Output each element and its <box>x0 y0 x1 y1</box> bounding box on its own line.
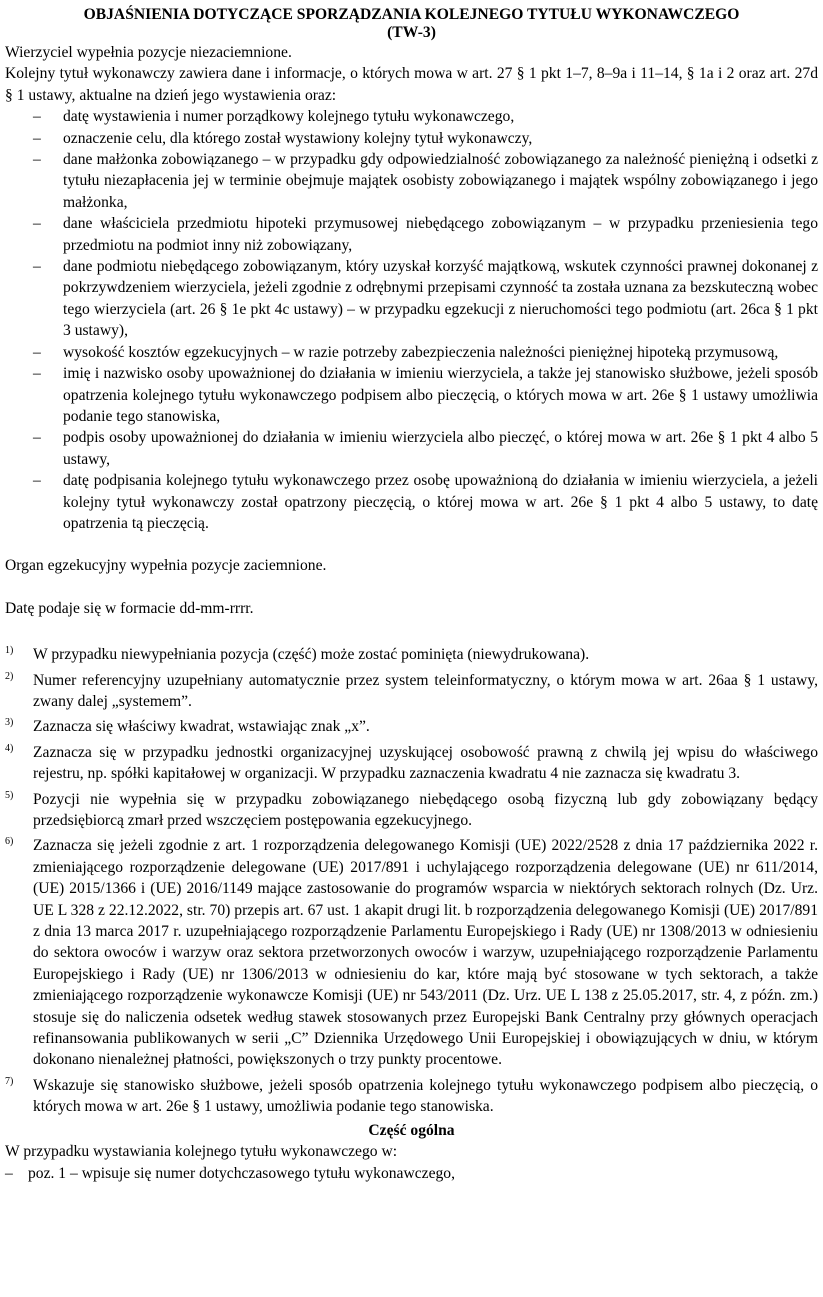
list-item <box>5 427 818 470</box>
list-item-text: poz. 1 – wpisuje się numer dotychczasowego tytułu wykonawczego, <box>28 1164 455 1182</box>
footnote-mark: 1) <box>5 645 14 657</box>
list-item-text: wysokość kosztów egzekucyjnych – w razie potrzeby zabezpieczenia należności pieniężnej hipoteką przymusową, <box>63 343 779 361</box>
list-item <box>5 149 818 213</box>
footnote-text: Zaznacza się w przypadku jednostki organizacyjnej uzyskującej osobowość prawną z chwilą jej wpisu do właściwego rejestru, np. spółki kapitałowej w organizacji. W przypadku zaznaczenia kwadratu 4 nie zaznacza się kwadratu 3. <box>33 743 818 783</box>
dash-bullet: – <box>33 429 41 447</box>
list-item-text: podpis osoby upoważnionej do działania w imieniu wierzyciela albo pieczęć, o której mowa w art. 26e § 1 pkt 4 albo 5 ustawy, <box>63 429 818 468</box>
footnote <box>5 716 818 737</box>
dash-bullet: – <box>33 472 41 490</box>
footnote <box>5 742 818 785</box>
footnote-text: Wskazuje się stanowisko służbowe, jeżeli sposób opatrzenia kolejnego tytułu wykonawczego podpisem albo pieczęcią, o których mowa w art. 26e § 1 ustawy, umożliwia podanie tego stanowiska. <box>33 1076 818 1116</box>
footnote-mark: 2) <box>5 670 14 682</box>
footnote <box>5 789 818 832</box>
footnote <box>5 670 818 713</box>
document-title-line-1: OBJAŚNIENIA DOTYCZĄCE SPORZĄDZANIA KOLEJNEGO TYTUŁU WYKONAWCZEGO <box>83 6 740 23</box>
dash-bullet: – <box>33 151 41 169</box>
list-item <box>5 128 818 149</box>
footnote <box>5 835 818 1070</box>
spacer <box>5 577 818 598</box>
date-format-paragraph: Datę podaje się w formacie dd-mm-rrrr. <box>5 599 254 617</box>
intro-paragraph-1: Wierzyciel wypełnia pozycje niezaciemnione. <box>5 44 292 61</box>
list-item <box>5 106 818 127</box>
dash-bullet: – <box>5 1164 13 1182</box>
list-item-text: imię i nazwisko osoby upoważnionej do działania w imieniu wierzyciela, a także jej stanowisko służbowe, jeżeli sposób opatrzenia kolejnego tytułu wykonawczego podpisem albo pieczęcią, o których mowa w art. 26e § 1 ustawy umożliwia podanie tego stanowiska, <box>63 365 818 425</box>
list-item <box>5 1163 818 1184</box>
list-item-text: dane właściciela przedmiotu hipoteki przymusowej niebędącego zobowiązanym – w przypadku przeniesienia tego przedmiotu na podmiot inny niż zobowiązany, <box>63 215 818 254</box>
list-item-text: dane małżonka zobowiązanego – w przypadku gdy odpowiedzialność zobowiązanego za należność pieniężną i odsetki z tytułu niezapłacenia jej w terminie obejmuje majątek osobisty zobowiązanego i majątek wspólny zobowiązanego i jego małżonka, <box>63 151 818 211</box>
section-list <box>5 1163 818 1184</box>
footnote-text: Pozycji nie wypełnia się w przypadku zobowiązanego niebędącego osobą fizyczną lub gdy zobowiązany będący przedsiębiorcą zmarł przed wszczęciem postępowania egzekucyjnego. <box>33 790 818 829</box>
footnote-text: Zaznacza się jeżeli zgodnie z art. 1 rozporządzenia delegowanego Komisji (UE) 2022/2528 z dnia 17 października 2022 r. zmieniającego rozporządzenie delegowane (UE) 2017/891 i uchylającego rozporządzenia delegowane (UE) nr 611/2014, (UE) 2015/1366 i (UE) 2016/1149 mające zastosowanie do programów wsparcia w niektórych sektorach rolnych (Dz. Urz. UE L 328 z 22.12.2022, str. 70) przepis art. 67 ust. 1 akapit drugi lit. b rozporządzenia delegowanego Komisji (UE) 2017/891 z dnia 13 marca 2017 r. uzupełniającego rozporządzenie Parlamentu Europejskiego i Rady (UE) nr 1308/2013 w odniesieniu do sektora owoców i warzyw oraz sektora przetworzonych owoców i warzyw, uzupełniającego rozporządzenie Parlamentu Europejskiego i Rady (UE) nr 1306/2013 w odniesieniu do kar, które mają być stosowane w tych sektorach, a także zmieniającego rozporządzenie wykonawcze Komisji (UE) nr 543/2011 (Dz. Urz. UE L 138 z 25.05.2017, str. 4, z późn. zm.) stosuje się do naliczenia odsetek według stawek stosowanych przez Europejski Bank Centralny przy głównych operacjach refinansowania publikowanych w serii „C” Dziennika Urzędowego Unii Europejskiej i obowiązujących w dniu, w którym dokonano nienależnej płatności, powiększonych o trzy punkty procentowe. <box>33 837 818 1069</box>
section-title: Część ogólna <box>368 1121 455 1139</box>
spacer <box>5 619 818 640</box>
dash-bullet: – <box>33 129 41 147</box>
dash-bullet: – <box>33 258 41 276</box>
spacer <box>5 534 818 555</box>
footnotes <box>5 644 818 1118</box>
list-item <box>5 213 818 256</box>
dash-bullet: – <box>33 108 41 126</box>
list-item-text: datę podpisania kolejnego tytułu wykonawczego przez osobę upoważnioną do działania w imieniu wierzyciela, a jeżeli kolejny tytuł wykonawczy został opatrzony pieczęcią, o której mowa w art. 26e § 1 pkt 4 albo 5 ustawy, to datę opatrzenia tą pieczęcią. <box>63 472 818 532</box>
list-item <box>5 470 818 534</box>
organ-paragraph: Organ egzekucyjny wypełnia pozycje zaciemnione. <box>5 557 327 575</box>
footnote-mark: 5) <box>5 789 14 801</box>
document-title-line-2: (TW-3) <box>387 24 436 41</box>
list-item <box>5 342 818 363</box>
footnote-mark: 6) <box>5 836 14 848</box>
footnote-text: Zaznacza się właściwy kwadrat, wstawiając znak „x”. <box>33 718 370 736</box>
list-item-text: dane podmiotu niebędącego zobowiązanym, który uzyskał korzyść majątkową, wskutek czynności prawnej dokonanej z pokrzywdzeniem wierzyciela, jeżeli zgodnie z odrębnymi przepisami czynność ta została uznana za bezskuteczną wobec tego wierzyciela (art. 26 § 1e pkt 4c ustawy) – w przypadku egzekucji z nieruchomości tego podmiotu (art. 26ca § 1 pkt 3 ustawy), <box>63 258 818 340</box>
list-item-text: oznaczenie celu, dla którego został wystawiony kolejny tytuł wykonawczy, <box>63 129 533 147</box>
footnote-mark: 4) <box>5 742 14 754</box>
dash-bullet: – <box>33 365 41 383</box>
footnote-text: W przypadku niewypełniania pozycja (część) może zostać pominięta (niewydrukowana). <box>33 646 590 664</box>
list-item <box>5 256 818 342</box>
footnote-mark: 7) <box>5 1075 14 1087</box>
footnote-mark: 3) <box>5 717 14 729</box>
dash-bullet: – <box>33 215 41 233</box>
list-item <box>5 363 818 427</box>
footnote <box>5 644 818 665</box>
footnote <box>5 1075 818 1118</box>
dash-bullet: – <box>33 343 41 361</box>
requirements-list <box>5 106 818 534</box>
list-item-text: datę wystawienia i numer porządkowy kolejnego tytułu wykonawczego, <box>63 108 515 126</box>
footnote-text: Numer referencyjny uzupełniany automatycznie przez system teleinformatyczny, o którym mowa w art. 26aa § 1 ustawy, zwany dalej „systemem”. <box>33 671 818 710</box>
section-intro: W przypadku wystawiania kolejnego tytułu wykonawczego w: <box>5 1143 398 1161</box>
intro-paragraph-2: Kolejny tytuł wykonawczy zawiera dane i informacje, o których mowa w art. 27 § 1 pkt 1–7, 8–9a i 11–14, § 1a i 2 oraz art. 27d § 1 ustawy, aktualne na dzień jego wystawienia oraz: <box>5 65 818 104</box>
